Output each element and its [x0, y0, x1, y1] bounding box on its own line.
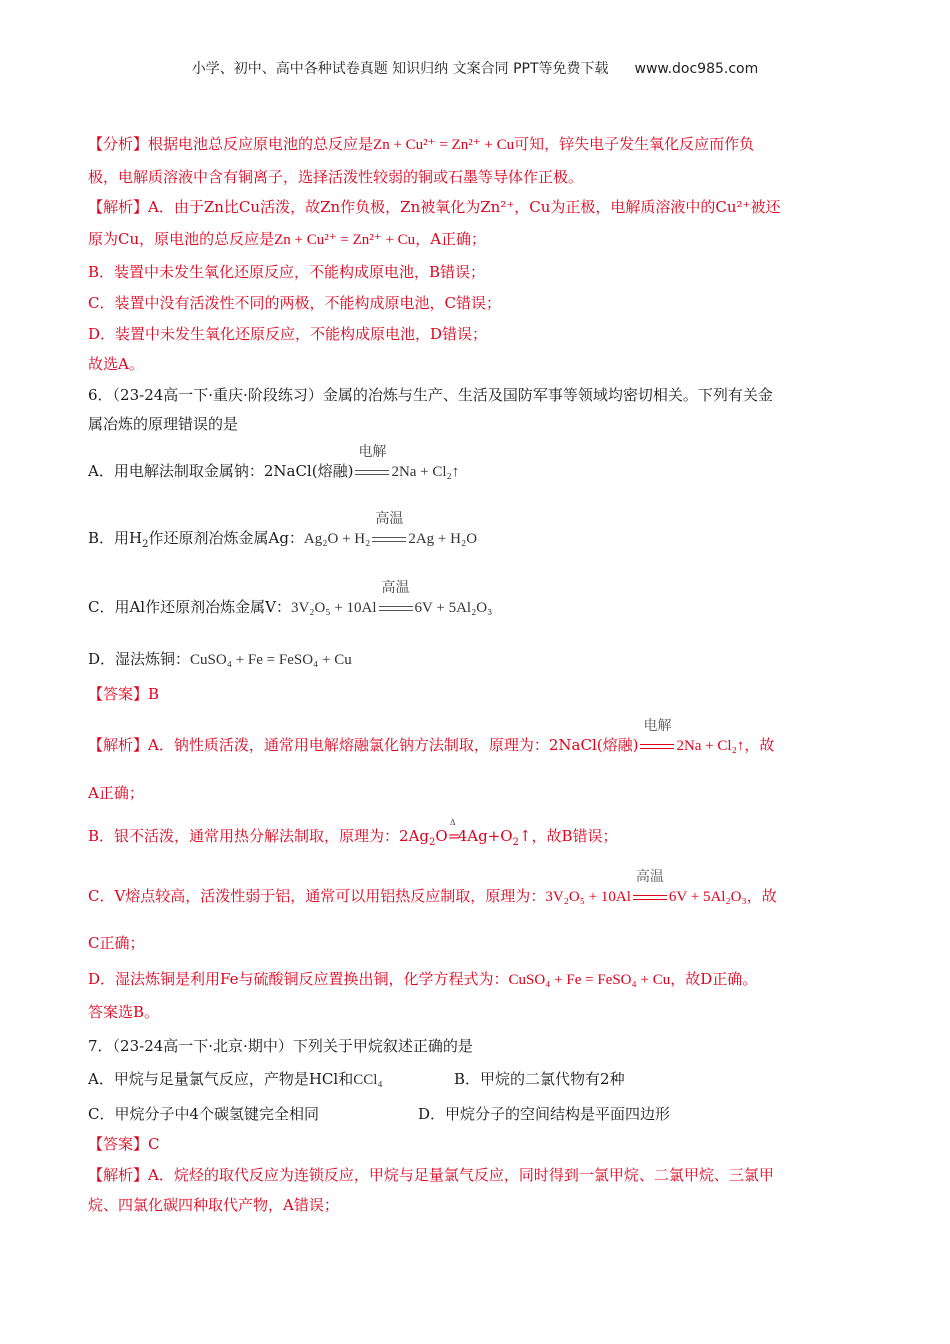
q6-answer: 【答案】B: [88, 685, 160, 703]
q6-option-b: B．用$H_2$作还原剂冶炼金属Ag：Ag₂O + H₂ 高温 2Ag + H₂O: [88, 511, 478, 550]
q6-conclusion: 答案选B。: [88, 1003, 160, 1021]
page-header: [0, 58, 950, 78]
equation-zn-cu-2: Zn + Cu²⁺ = Zn²⁺ + Cu: [274, 232, 416, 248]
q6-stem-line-1: 6．（23-24高一下·重庆·阶段练习）金属的冶炼与生产、生活及国防军事等领域均密切相关。下列有关金: [88, 386, 773, 404]
jiexi-tag: 【解析】: [88, 736, 149, 754]
q6-exp-c-cont: C正确；: [88, 934, 145, 952]
q6-exp-c: C．V熔点较高，活泼性弱于铝，通常可以用铝热反应制取，原理为：3V₂O₅ + 10Al 高温 6V + 5Al₂O₃，故: [88, 869, 777, 905]
q5-jiexi-line-1: 【解析】A．由于Zn比Cu活泼，故Zn作负极，Zn被氧化为Zn²⁺，Cu为正极，电解质溶液中的Cu²⁺被还: [88, 198, 781, 216]
q7-options-row-2: [88, 1103, 878, 1125]
q7-option-c: C．甲烷分子中4个碳氢键完全相同: [88, 1105, 320, 1123]
condition-electrolysis: 电解: [353, 460, 391, 482]
q6-option-c: C．用Al作还原剂冶炼金属V：3V₂O₅ + 10Al 高温 6V + 5Al₂O₃: [88, 580, 493, 616]
equation-zn-cu: Zn + Cu²⁺ = Zn²⁺ + Cu: [373, 137, 515, 153]
q7-option-b: B．甲烷的二氯代物有2种: [454, 1070, 625, 1088]
q5-option-d-explanation: D．装置中未发生氧化还原反应，不能构成原电池，D错误；: [88, 325, 488, 343]
condition-electrolysis-2: 电解: [638, 734, 676, 756]
q7-exp-line-1: 【解析】A．烷烃的取代反应为连锁反应，甲烷与足量氯气反应，同时得到一氯甲烷、二氯甲烷、三氯甲: [88, 1166, 774, 1184]
q7-option-d: D．甲烷分子的空间结构是平面四边形: [418, 1105, 671, 1123]
q6-exp-b: B．银不活泼，通常用热分解法制取，原理为：$2Ag_2O$ Δ $=4Ag+O_2↑$，故B错误；: [88, 818, 618, 848]
q7-option-a: A．甲烷与足量氯气反应，产物是HCl和CCl₄: [88, 1070, 383, 1088]
header-text: 小学、初中、高中各种试卷真题 知识归纳 文案合同 PPT等免费下载: [191, 61, 609, 77]
condition-heat: Δ =: [447, 818, 461, 845]
jiexi-tag: 【解析】: [88, 1166, 149, 1184]
condition-high-temp-2: 高温: [377, 596, 415, 618]
analysis-tag: 【分析】: [88, 135, 149, 153]
q5-option-b-explanation: B．装置中未发生氧化还原反应，不能构成原电池，B错误；: [88, 263, 486, 281]
q6-option-d: D．湿法炼铜：CuSO₄ + Fe = FeSO₄ + Cu: [88, 650, 352, 668]
q5-option-c-explanation: C．装置中没有活泼性不同的两极，不能构成原电池，C错误；: [88, 294, 501, 312]
condition-high-temp-3: 高温: [631, 885, 669, 907]
jiexi-tag: 【解析】: [88, 198, 149, 216]
q7-options-row-1: [88, 1068, 878, 1091]
q6-exp-d: D．湿法炼铜是利用Fe与硫酸铜反应置换出铜，化学方程式为：CuSO₄ + Fe = FeSO₄ + Cu，故D正确。: [88, 970, 758, 988]
condition-high-temp: 高温: [370, 527, 408, 549]
q5-analysis-line-1: 【分析】根据电池总反应原电池的总反应是Zn + Cu²⁺ = Zn²⁺ + Cu可知，锌失电子发生氧化反应而作负: [88, 135, 755, 153]
q7-exp-line-2: 烷、四氯化碳四种取代产物，A错误；: [88, 1196, 339, 1214]
q5-analysis-line-2: 极，电解质溶液中含有铜离子，选择活泼性较弱的铜或石墨等导体作正极。: [88, 168, 584, 186]
q5-conclusion: 故选A。: [88, 355, 144, 373]
q6-stem-line-2: 属冶炼的原理错误的是: [88, 415, 239, 433]
q6-exp-a: 【解析】A．钠性质活泼，通常用电解熔融氯化钠方法制取，原理为：2NaCl(熔融) 电解 2Na + Cl₂↑，故: [88, 718, 775, 754]
q6-exp-a-cont: A正确；: [88, 784, 144, 802]
q5-jiexi-line-2: 原为Cu，原电池的总反应是Zn + Cu²⁺ = Zn²⁺ + Cu，A正确；: [88, 230, 487, 248]
q7-answer: 【答案】C: [88, 1135, 160, 1153]
q6-option-a: A．用电解法制取金属钠：2NaCl(熔融) 电解 2Na + Cl₂↑: [88, 444, 460, 480]
header-site-link[interactable]: www.doc985.com: [634, 61, 759, 77]
q7-stem: 7．（23-24高一下·北京·期中）下列关于甲烷叙述正确的是: [88, 1037, 473, 1055]
